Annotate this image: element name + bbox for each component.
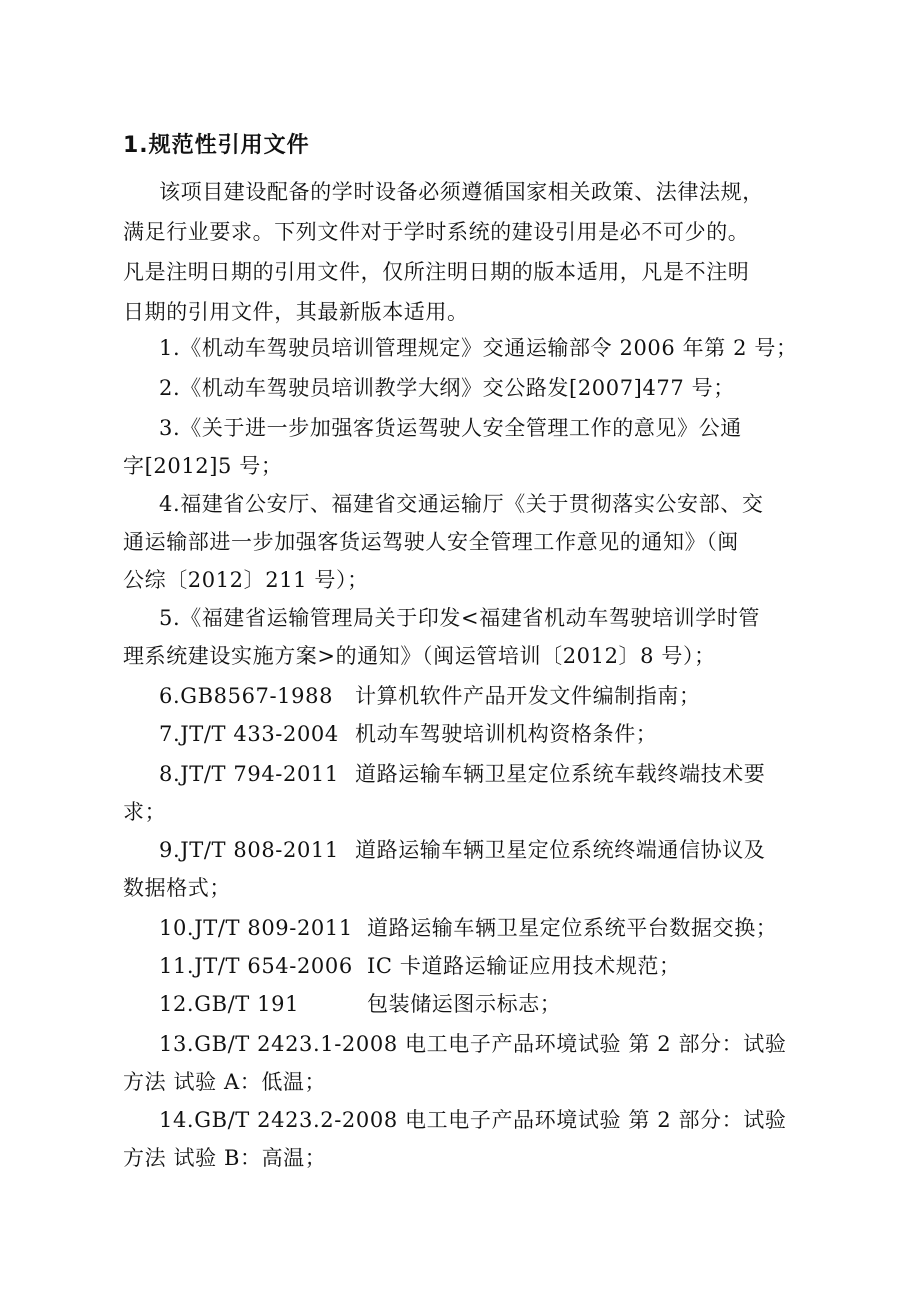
reference-item: 3.《关于进一步加强客货运驾驶人安全管理工作的意见》公通 <box>159 416 742 440</box>
reference-item-continuation: 求； <box>123 800 167 824</box>
reference-item <box>159 678 701 714</box>
reference-item-continuation: 数据格式； <box>123 876 231 900</box>
reference-item <box>159 948 681 984</box>
reference-item-continuation: 字[2012]5 号； <box>123 454 283 478</box>
reference-item <box>159 910 777 946</box>
standard-title: 机动车驾驶培训机构资格条件； <box>355 722 658 746</box>
standard-code: 11.JT/T 654-2006 <box>159 954 353 978</box>
reference-item: 2.《机动车驾驶员培训教学大纲》交公路发[2007]477 号； <box>159 376 735 400</box>
intro-line: 满足行业要求。下列文件对于学时系统的建设引用是必不可少的。 <box>123 220 750 244</box>
reference-item: 13.GB/T 2423.1-2008 电工电子产品环境试验 第 2 部分：试验 <box>159 1032 787 1056</box>
intro-line: 该项目建设配备的学时设备必须遵循国家相关政策、法律法规， <box>159 180 764 204</box>
reference-item <box>159 716 657 752</box>
reference-item-continuation: 通运输部进一步加强客货运驾驶人安全管理工作意见的通知》（闽 <box>123 530 739 554</box>
reference-item: 5.《福建省运输管理局关于印发<福建省机动车驾驶培训学时管 <box>159 606 761 630</box>
standard-title: 计算机软件产品开发文件编制指南； <box>355 684 701 708</box>
standard-title: 道路运输车辆卫星定位系统车载终端技术要 <box>355 762 766 786</box>
reference-item-continuation: 方法 试验 B：高温； <box>123 1146 327 1170</box>
standard-title: 道路运输车辆卫星定位系统终端通信协议及 <box>355 838 766 862</box>
section-heading: 1.规范性引用文件 <box>123 133 310 158</box>
reference-item: 14.GB/T 2423.2-2008 电工电子产品环境试验 第 2 部分：试验 <box>159 1108 787 1132</box>
standard-code: 7.JT/T 433-2004 <box>159 722 339 746</box>
reference-item-continuation: 公综〔2012〕211 号）； <box>123 568 369 592</box>
standard-title: 包装储运图示标志； <box>367 992 562 1016</box>
reference-item: 4.福建省公安厅、福建省交通运输厅《关于贯彻落实公安部、交 <box>159 492 764 516</box>
reference-item-continuation: 理系统建设实施方案>的通知》（闽运管培训〔2012〕8 号）； <box>123 644 716 668</box>
reference-item <box>159 986 561 1022</box>
reference-item-continuation: 方法 试验 A：低温； <box>123 1070 327 1094</box>
intro-line: 凡是注明日期的引用文件，仅所注明日期的版本适用，凡是不注明 <box>123 260 750 284</box>
standard-code: 10.JT/T 809-2011 <box>159 916 353 940</box>
standard-code: 12.GB/T 191 <box>159 992 300 1016</box>
reference-item <box>159 832 765 868</box>
reference-item: 1.《机动车驾驶员培训管理规定》交通运输部令 2006 年第 2 号； <box>159 336 798 360</box>
standard-code: 9.JT/T 808-2011 <box>159 838 339 862</box>
intro-line: 日期的引用文件，其最新版本适用。 <box>123 300 469 324</box>
standard-title: IC 卡道路运输证应用技术规范； <box>367 954 681 978</box>
standard-code: 6.GB8567-1988 <box>159 684 334 708</box>
reference-item <box>159 756 765 792</box>
standard-code: 8.JT/T 794-2011 <box>159 762 339 786</box>
standard-title: 道路运输车辆卫星定位系统平台数据交换； <box>367 916 778 940</box>
